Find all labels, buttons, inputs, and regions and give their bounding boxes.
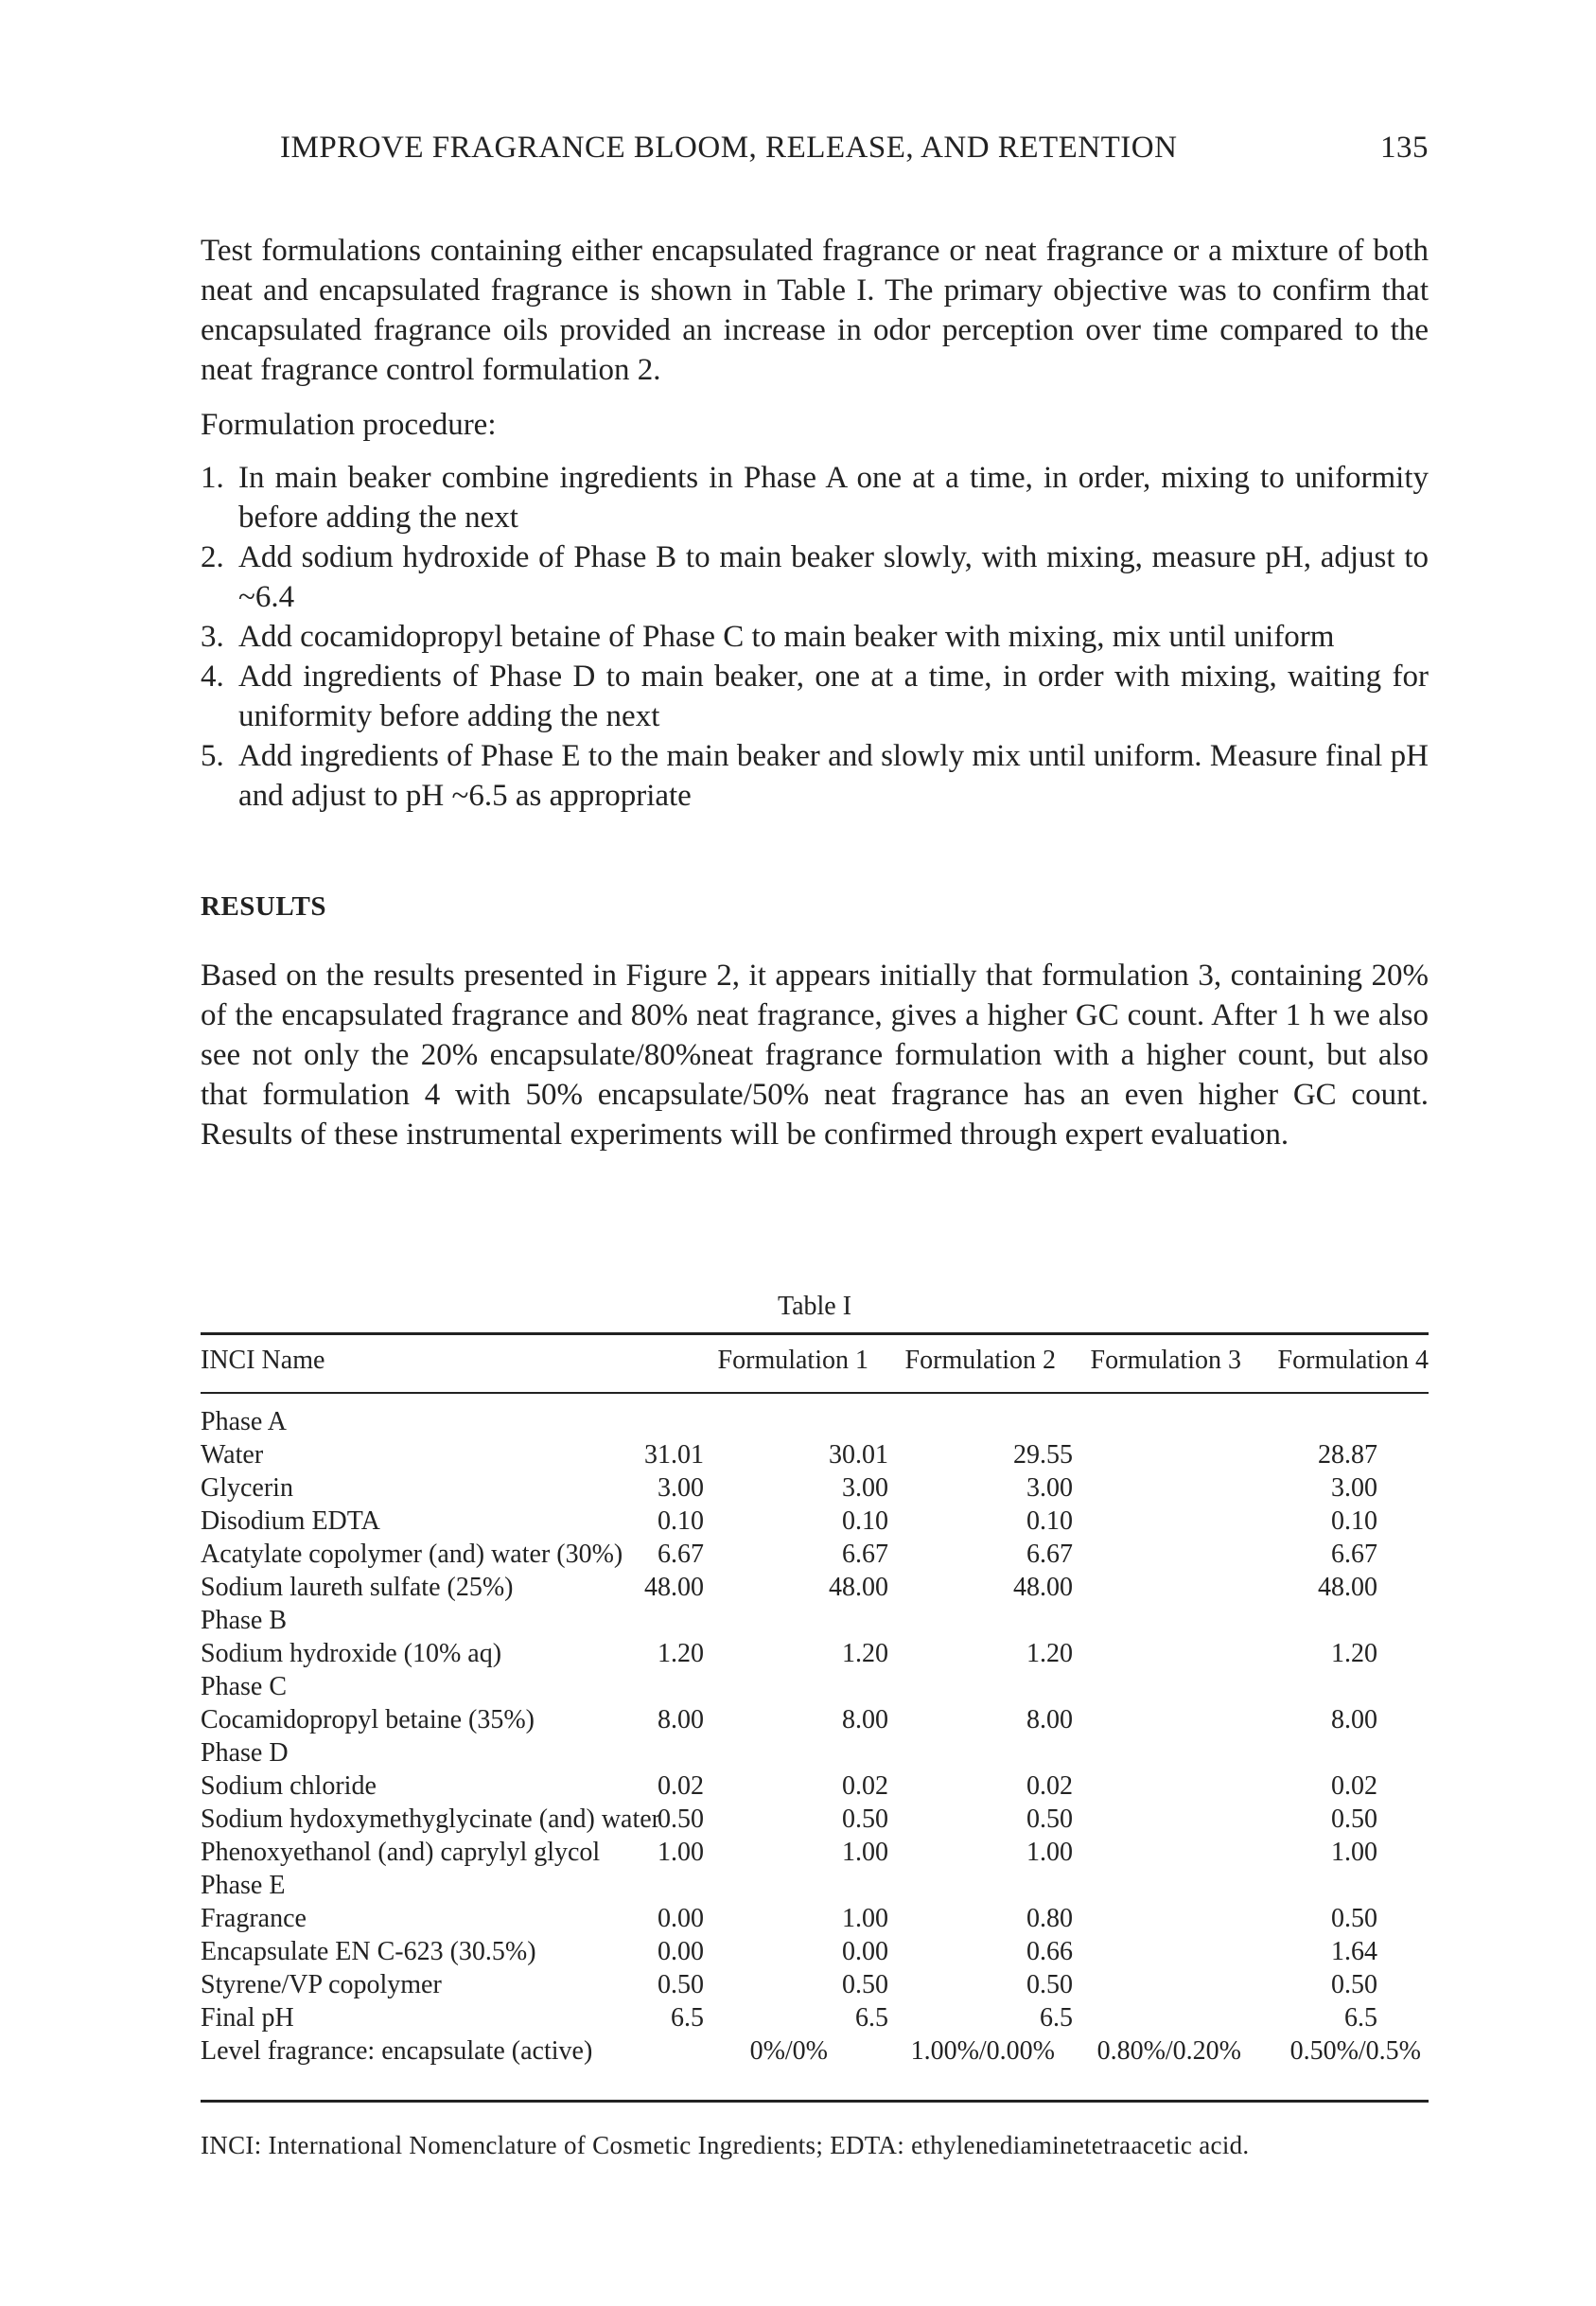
cell-formulation-3: 0.50 <box>1026 1970 1073 1999</box>
cell-formulation-3: 0.80%/0.20% <box>1096 2036 1241 2066</box>
cell-formulation-2: 1.00%/0.00% <box>910 2036 1055 2066</box>
table-row <box>201 1935 1429 1968</box>
cell-inci-name: Water <box>201 1440 264 1470</box>
cell-formulation-4: 8.00 <box>1331 1705 1377 1734</box>
step-text: In main beaker combine ingredients in Phase A one at a time, in order, mixing to uniformity before adding the next <box>238 461 1429 535</box>
cell-formulation-3: 8.00 <box>1026 1705 1073 1734</box>
cell-formulation-2: 1.20 <box>842 1639 888 1668</box>
cell-inci-name: Acatylate copolymer (and) water (30%) <box>201 1540 623 1569</box>
cell-inci-name: Styrene/VP copolymer <box>201 1970 442 1999</box>
cell-inci-name: Level fragrance: encapsulate (active) <box>201 2036 593 2066</box>
table-row <box>201 1604 1429 1637</box>
cell-formulation-1: 6.67 <box>658 1540 704 1569</box>
table-row <box>201 1438 1429 1471</box>
table-row <box>201 1571 1429 1604</box>
cell-formulation-2: 48.00 <box>829 1573 888 1602</box>
procedure-step <box>201 617 1429 657</box>
cell-formulation-2: 3.00 <box>842 1473 888 1503</box>
cell-formulation-1: 6.5 <box>671 2003 704 2033</box>
cell-formulation-3: 0.80 <box>1026 1904 1073 1933</box>
cell-formulation-2: 30.01 <box>829 1440 888 1470</box>
header-formulation-2: Formulation 2 <box>904 1346 1056 1375</box>
cell-formulation-3: 6.5 <box>1040 2003 1073 2033</box>
table-row <box>201 1902 1429 1935</box>
table-row <box>201 1736 1429 1769</box>
cell-inci-name: Phenoxyethanol (and) caprylyl glycol <box>201 1838 601 1867</box>
cell-formulation-1: 0.50 <box>658 1970 704 1999</box>
cell-formulation-3: 48.00 <box>1013 1573 1073 1602</box>
step-text: Add ingredients of Phase E to the main beaker and slowly mix until uniform. Measure final pH and adjust to pH ~6.5 as appropriate <box>238 739 1429 813</box>
cell-formulation-4: 48.00 <box>1318 1573 1377 1602</box>
cell-formulation-2: 8.00 <box>842 1705 888 1734</box>
table-row <box>201 1769 1429 1803</box>
cell-formulation-3: 0.10 <box>1026 1506 1073 1536</box>
cell-formulation-2: 0.50 <box>842 1804 888 1834</box>
cell-formulation-3: 0.02 <box>1026 1771 1073 1801</box>
table-row <box>201 2001 1429 2034</box>
header-formulation-1: Formulation 1 <box>717 1346 868 1375</box>
table-bottom-rule <box>201 2100 1429 2103</box>
cell-inci-name: Phase E <box>201 1871 286 1900</box>
cell-formulation-4: 0.50 <box>1331 1970 1377 1999</box>
cell-formulation-2: 1.00 <box>842 1838 888 1867</box>
cell-formulation-4: 0.50 <box>1331 1804 1377 1834</box>
cell-formulation-1: 48.00 <box>644 1573 704 1602</box>
table-row <box>201 1538 1429 1571</box>
cell-inci-name: Sodium laureth sulfate (25%) <box>201 1573 514 1602</box>
cell-formulation-3: 0.50 <box>1026 1804 1073 1834</box>
cell-formulation-1: 0.02 <box>658 1771 704 1801</box>
cell-formulation-4: 1.20 <box>1331 1639 1377 1668</box>
cell-inci-name: Phase C <box>201 1672 287 1701</box>
table-row <box>201 1968 1429 2001</box>
header-inci-name: INCI Name <box>201 1346 325 1375</box>
cell-inci-name: Phase B <box>201 1606 287 1635</box>
cell-formulation-3: 6.67 <box>1026 1540 1073 1569</box>
cell-formulation-1: 1.20 <box>658 1639 704 1668</box>
running-head <box>201 131 1429 172</box>
table-header <box>201 1346 1429 1383</box>
cell-formulation-3: 1.20 <box>1026 1639 1073 1668</box>
step-text: Add ingredients of Phase D to main beaker, one at a time, in order with mixing, waiting for uniformity before adding the next <box>238 660 1429 733</box>
table-footnote: INCI: International Nomenclature of Cosmetic Ingredients; EDTA: ethylenediaminetetraacetic acid. <box>201 2131 1250 2159</box>
header-formulation-4: Formulation 4 <box>1277 1346 1429 1375</box>
cell-formulation-4: 0.50 <box>1331 1904 1377 1933</box>
cell-formulation-2: 0.10 <box>842 1506 888 1536</box>
cell-formulation-4: 28.87 <box>1318 1440 1377 1470</box>
cell-formulation-1: 0.00 <box>658 1937 704 1966</box>
cell-inci-name: Glycerin <box>201 1473 293 1503</box>
cell-inci-name: Phase A <box>201 1407 287 1436</box>
results-paragraph: Based on the results presented in Figure 2, it appears initially that formulation 3, containing 20% of the encapsulated fragrance and 80% neat fragrance, gives a higher GC count. After 1 h we also see not only the 20% encapsulate/80%neat fragrance formulation with a higher count, but also that formulation 4 with 50% encapsulate/50% neat fragrance has an even higher GC count. Results of these instrumental experiments will be confirmed through expert evaluation. <box>201 959 1429 1152</box>
table-row <box>201 1803 1429 1836</box>
cell-formulation-2: 0.00 <box>842 1937 888 1966</box>
cell-formulation-4: 3.00 <box>1331 1473 1377 1503</box>
cell-inci-name: Sodium hydoxymethyglycinate (and) water <box>201 1804 660 1834</box>
cell-formulation-3: 0.66 <box>1026 1937 1073 1966</box>
cell-formulation-4: 0.02 <box>1331 1771 1377 1801</box>
table-row <box>201 1505 1429 1538</box>
table-row <box>201 1703 1429 1736</box>
page-number: 135 <box>1380 131 1429 165</box>
cell-formulation-4: 6.5 <box>1344 2003 1377 2033</box>
table-header-rule <box>201 1392 1429 1394</box>
header-formulation-3: Formulation 3 <box>1090 1346 1241 1375</box>
table-row <box>201 1670 1429 1703</box>
cell-formulation-1: 31.01 <box>644 1440 704 1470</box>
table-row <box>201 1471 1429 1505</box>
cell-formulation-4: 0.50%/0.5% <box>1289 2036 1421 2066</box>
procedure-step <box>201 537 1429 617</box>
step-number: 4. <box>201 660 224 694</box>
table-body <box>201 1405 1429 2068</box>
cell-inci-name: Encapsulate EN C-623 (30.5%) <box>201 1937 536 1966</box>
results-heading: RESULTS <box>201 891 327 922</box>
procedure-heading: Formulation procedure: <box>201 408 497 442</box>
cell-inci-name: Cocamidopropyl betaine (35%) <box>201 1705 535 1734</box>
step-number: 1. <box>201 461 224 495</box>
table-top-rule <box>201 1332 1429 1335</box>
step-text: Add cocamidopropyl betaine of Phase C to main beaker with mixing, mix until uniform <box>238 620 1335 654</box>
table-row <box>201 1637 1429 1670</box>
procedure-step <box>201 657 1429 736</box>
step-text: Add sodium hydroxide of Phase B to main beaker slowly, with mixing, measure pH, adjust to ~6.4 <box>238 540 1429 614</box>
procedure-step <box>201 458 1429 537</box>
cell-formulation-1: 0%/0% <box>749 2036 828 2066</box>
cell-inci-name: Sodium hydroxide (10% aq) <box>201 1639 502 1668</box>
cell-inci-name: Final pH <box>201 2003 294 2033</box>
cell-formulation-1: 0.10 <box>658 1506 704 1536</box>
cell-formulation-1: 0.50 <box>658 1804 704 1834</box>
step-number: 2. <box>201 540 224 574</box>
cell-inci-name: Disodium EDTA <box>201 1506 380 1536</box>
cell-formulation-4: 6.67 <box>1331 1540 1377 1569</box>
cell-formulation-3: 3.00 <box>1026 1473 1073 1503</box>
running-title: IMPROVE FRAGRANCE BLOOM, RELEASE, AND RETENTION <box>280 131 1178 165</box>
table-row <box>201 1869 1429 1902</box>
cell-formulation-1: 0.00 <box>658 1904 704 1933</box>
table-row <box>201 2034 1429 2068</box>
cell-formulation-1: 8.00 <box>658 1705 704 1734</box>
cell-formulation-2: 6.67 <box>842 1540 888 1569</box>
cell-formulation-4: 1.00 <box>1331 1838 1377 1867</box>
cell-formulation-1: 3.00 <box>658 1473 704 1503</box>
cell-formulation-3: 1.00 <box>1026 1838 1073 1867</box>
cell-formulation-4: 0.10 <box>1331 1506 1377 1536</box>
cell-formulation-2: 0.02 <box>842 1771 888 1801</box>
step-number: 5. <box>201 739 224 773</box>
step-number: 3. <box>201 620 224 654</box>
cell-inci-name: Sodium chloride <box>201 1771 377 1801</box>
cell-formulation-2: 6.5 <box>855 2003 888 2033</box>
cell-inci-name: Phase D <box>201 1738 289 1768</box>
table-row <box>201 1405 1429 1438</box>
cell-formulation-2: 0.50 <box>842 1970 888 1999</box>
cell-formulation-3: 29.55 <box>1013 1440 1073 1470</box>
table-title: Table I <box>777 1292 852 1321</box>
procedure-step <box>201 736 1429 816</box>
intro-paragraph: Test formulations containing either encapsulated fragrance or neat fragrance or a mixture of both neat and encapsulated fragrance is shown in Table I. The primary objective was to confirm that encapsulated fragrance oils provided an increase in odor perception over time compared to the neat fragrance control formulation 2. <box>201 234 1429 387</box>
cell-formulation-1: 1.00 <box>658 1838 704 1867</box>
cell-formulation-4: 1.64 <box>1331 1937 1377 1966</box>
table-row <box>201 1836 1429 1869</box>
cell-formulation-2: 1.00 <box>842 1904 888 1933</box>
procedure-steps <box>201 458 1429 816</box>
cell-inci-name: Fragrance <box>201 1904 307 1933</box>
